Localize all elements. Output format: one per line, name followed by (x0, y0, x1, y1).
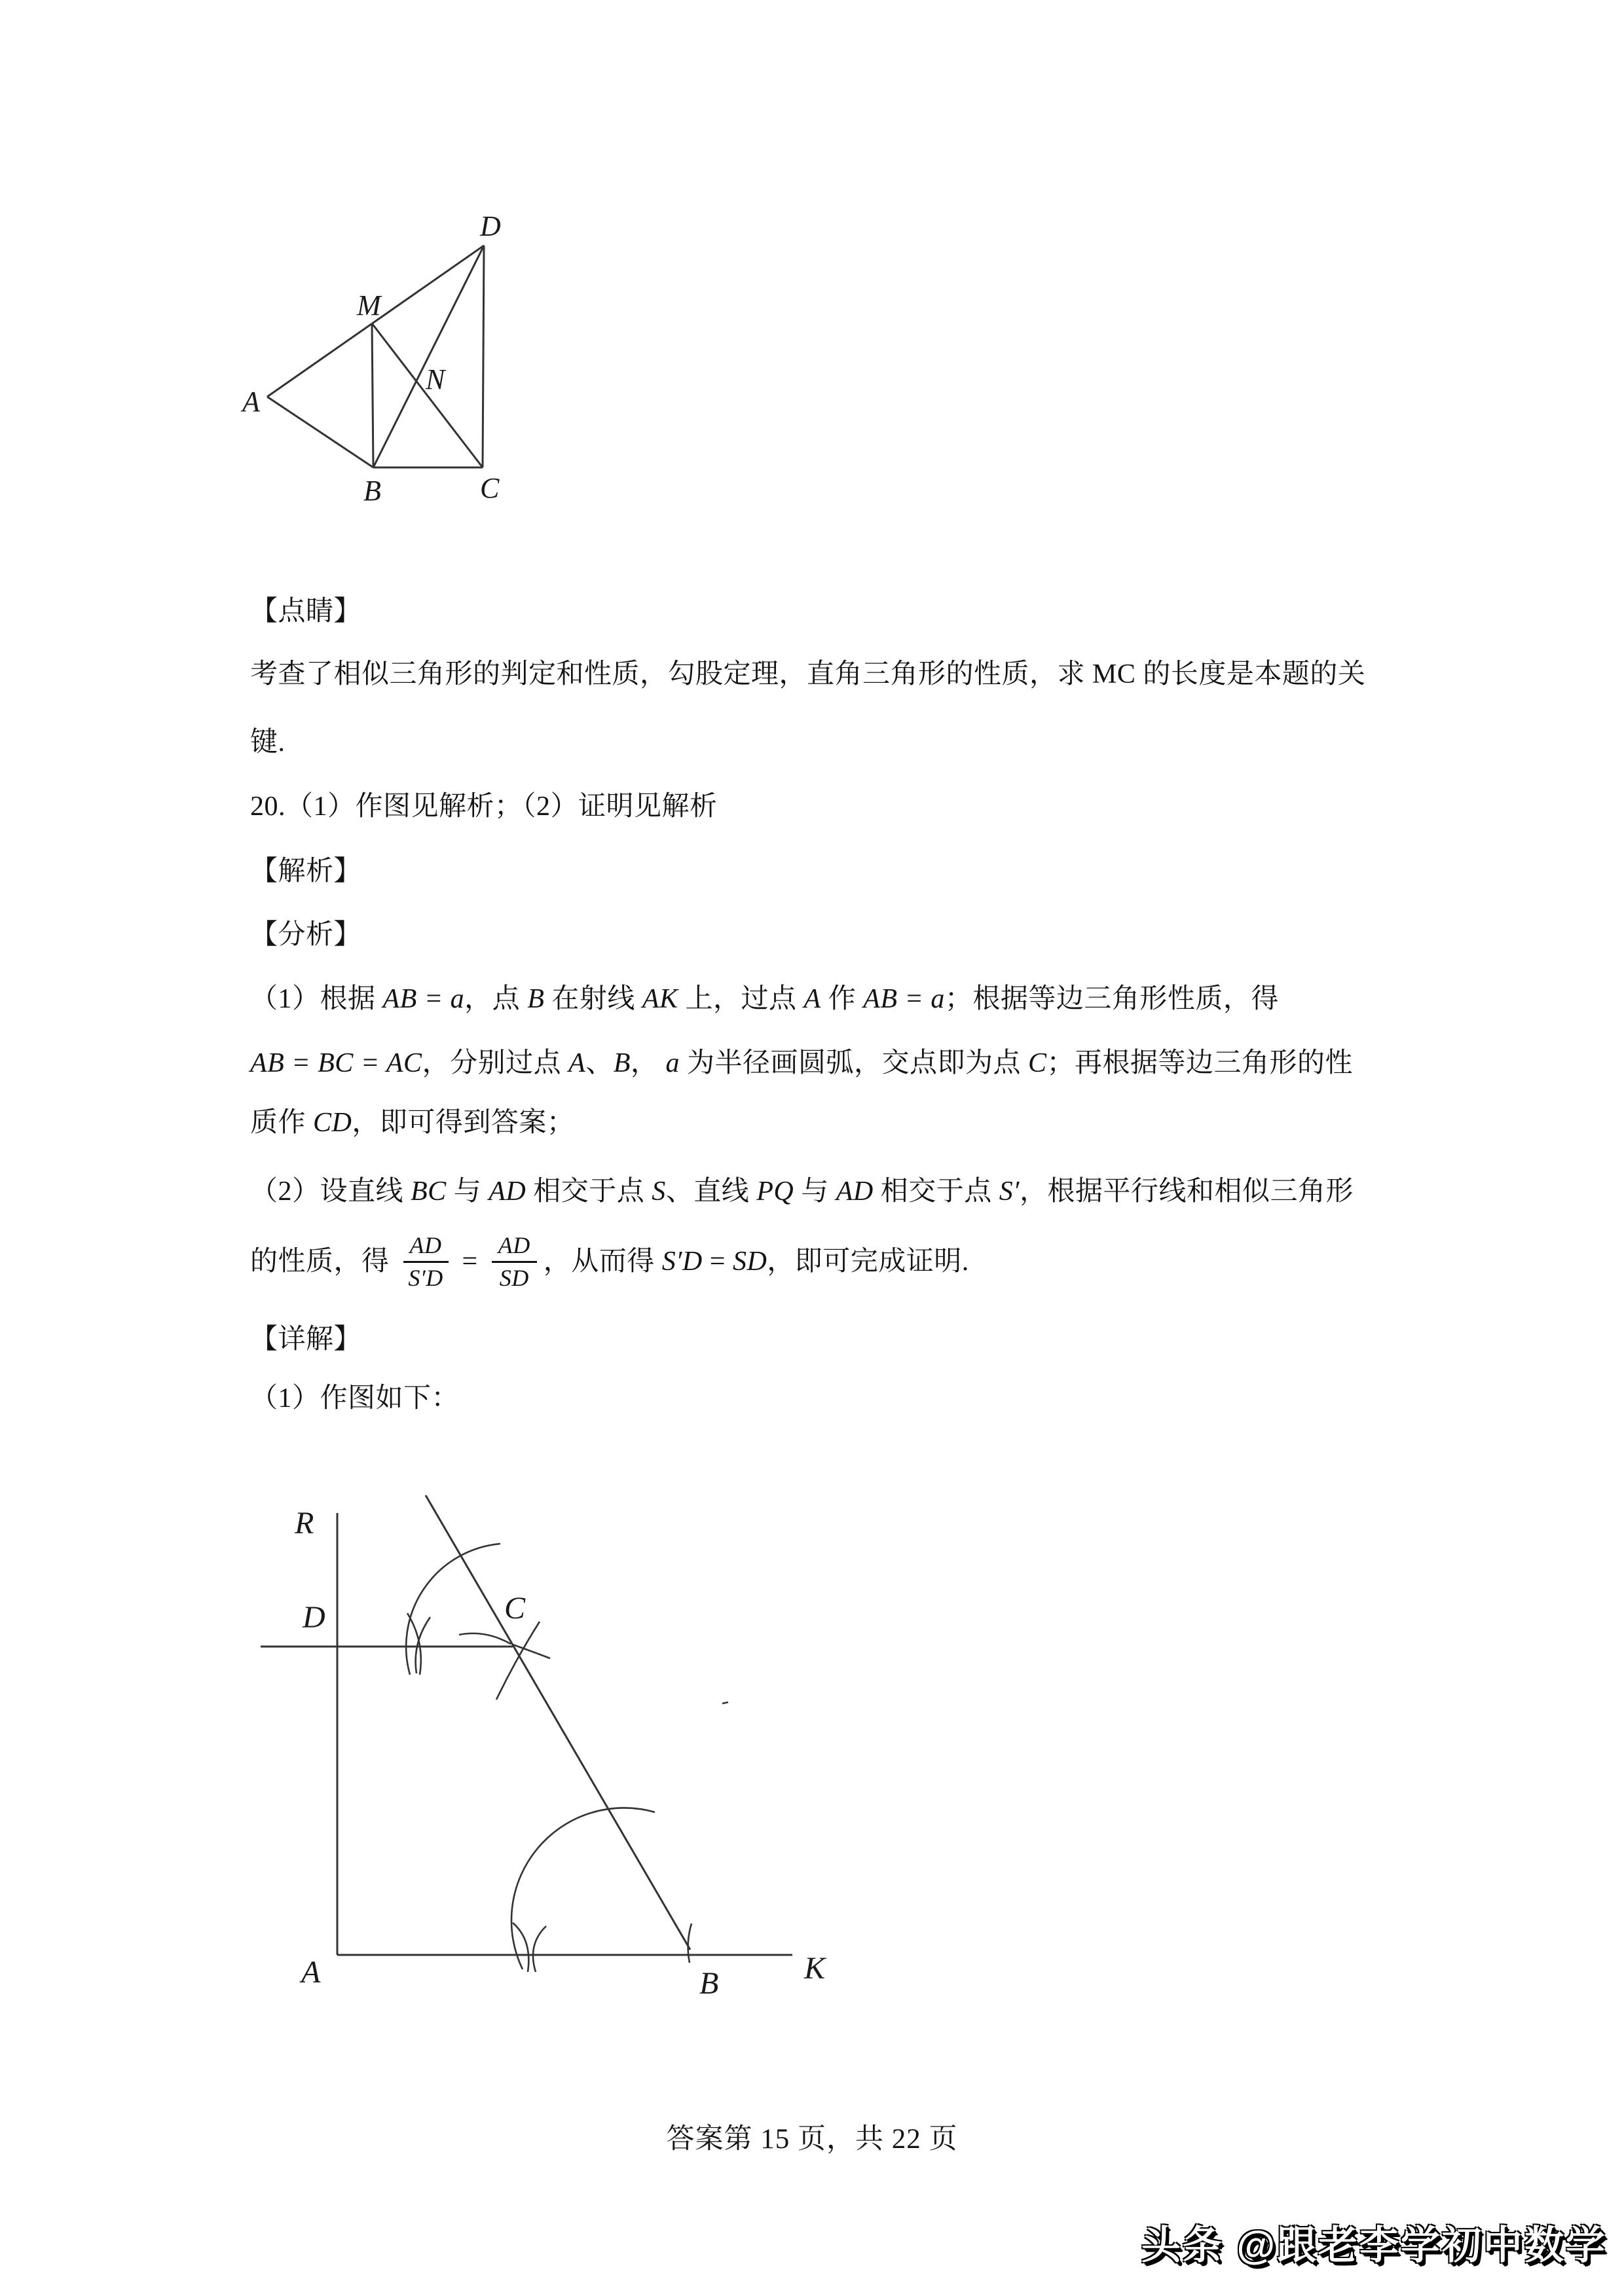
text-segment: 20. (250, 792, 286, 822)
heading-fenxi (250, 918, 361, 953)
figure-construction (236, 1480, 858, 2036)
text-line (250, 1046, 1353, 1081)
text-segment: C (1027, 1048, 1047, 1078)
point-label-D: D (303, 1600, 325, 1635)
text-segment: ；再根据等边三角形的性 (1046, 1048, 1353, 1078)
point-label-B: B (363, 475, 381, 507)
text-segment: 、直线 (665, 1176, 757, 1207)
text-segment: a (665, 1048, 680, 1078)
text-segment: 【分析】 (250, 920, 362, 950)
text-segment: 作 (821, 984, 864, 1014)
text-segment: ，根据平行线和相似三角形 (1019, 1176, 1354, 1207)
heading-xiangjie (250, 1322, 361, 1357)
text-segment: AD (489, 1176, 526, 1207)
text-line (250, 1175, 1354, 1209)
compass-arc-lower (511, 1808, 655, 1969)
text-segment: 、 (585, 1048, 614, 1078)
text-segment: 键. (250, 727, 286, 757)
text-line (250, 657, 1365, 692)
text-segment: 上，过点 (678, 984, 804, 1014)
text-line (250, 1106, 574, 1140)
text-segment: ， (630, 1048, 666, 1078)
text-segment: （2）设直线 (250, 1176, 411, 1207)
heading-dianjing (250, 594, 361, 629)
point-label-D: D (480, 210, 501, 242)
point-label-R: R (295, 1506, 314, 1540)
text-segment: ，即可得到答案； (352, 1108, 575, 1138)
text-segment: （1）作图见解析；（2）证明见解析 (286, 792, 718, 822)
text-segment: 的长度是本题的关 (1135, 659, 1366, 689)
text-segment: MC (1092, 659, 1136, 689)
point-label-C: C (504, 1591, 526, 1626)
text-segment: S (652, 1176, 666, 1207)
text-segment: AK (642, 984, 678, 1014)
text-segment: SD (732, 1246, 767, 1277)
text-segment: 的性质，得 (250, 1246, 397, 1277)
segment-MC (372, 323, 483, 467)
text-segment: B (613, 1048, 631, 1078)
heading-jiexi (250, 854, 361, 889)
text-segment: 与 (446, 1176, 489, 1207)
text-segment: CD (313, 1108, 352, 1138)
compass-tick (496, 1622, 540, 1700)
text-segment: PQ (756, 1176, 794, 1207)
text-segment: S′ (999, 1176, 1020, 1207)
point-label-A: A (301, 1955, 321, 1990)
text-line (250, 982, 1279, 1017)
stray-mark (722, 1702, 728, 1704)
line-CB (426, 1495, 690, 1950)
segment-CD (483, 246, 484, 467)
text-segment: 【点睛】 (250, 596, 362, 627)
segment-AB (267, 397, 373, 467)
text-segment: 相交于点 (873, 1176, 999, 1207)
answer-line-20 (250, 790, 718, 824)
point-label-A: A (242, 386, 260, 418)
text-segment: 【详解】 (250, 1324, 362, 1355)
text-segment: = (702, 1246, 733, 1277)
text-segment: A (568, 1048, 586, 1078)
segment-BD (373, 246, 484, 467)
text-segment: S′D (661, 1246, 703, 1277)
text-segment: 在射线 (544, 984, 642, 1014)
compass-tick-B (688, 1923, 692, 1963)
point-label-M: M (357, 289, 381, 321)
segment-MB (372, 323, 373, 467)
text-segment: AD (836, 1176, 874, 1207)
watermark: 头条 @跟老李学初中数学 (1141, 2223, 1607, 2267)
point-label-N: N (426, 363, 445, 395)
text-segment: 与 (794, 1176, 836, 1207)
text-segment: AB = BC = AC (250, 1048, 422, 1078)
text-segment: ；根据等边三角形性质，得 (944, 984, 1279, 1014)
point-label-K: K (804, 1951, 826, 1986)
text-segment: 为半径画圆弧，交点即为点 (679, 1048, 1028, 1078)
text-line (250, 725, 286, 760)
text-segment: ，从而得 (543, 1246, 662, 1277)
text-segment: ，即可完成证明. (767, 1246, 969, 1277)
compass-tick (533, 1926, 546, 1972)
text-segment: BC (411, 1176, 447, 1207)
text-segment: （1）作图如下： (250, 1383, 460, 1413)
fraction: $\frac{AD}{S'D}$ (403, 1232, 449, 1291)
text-segment: 考查了相似三角形的判定和性质，勾股定理，直角三角形的性质，求 (250, 659, 1093, 689)
text-segment: = (454, 1246, 485, 1277)
text-segment: ，分别过点 (422, 1048, 569, 1078)
text-segment: A (803, 984, 821, 1014)
text-segment: 【解析】 (250, 856, 362, 886)
text-segment: B (527, 984, 545, 1014)
text-segment: AB = a (863, 984, 945, 1014)
text-segment: ，点 (464, 984, 528, 1014)
fraction: $\frac{AD}{SD}$ (492, 1232, 537, 1291)
figure-triangle-MBCD (216, 183, 701, 589)
page-footer: 答案第 15 页，共 22 页 (666, 2124, 958, 2155)
fraction-line (250, 1226, 969, 1298)
point-label-C: C (480, 472, 500, 504)
text-segment: AB = a (382, 984, 465, 1014)
compass-tick (459, 1633, 511, 1644)
compass-tick (416, 1617, 430, 1673)
point-label-B: B (699, 1966, 719, 2001)
text-line (250, 1381, 459, 1416)
text-segment: （1）根据 (250, 984, 383, 1014)
text-segment: 质作 (250, 1108, 314, 1138)
text-segment: 相交于点 (526, 1176, 652, 1207)
